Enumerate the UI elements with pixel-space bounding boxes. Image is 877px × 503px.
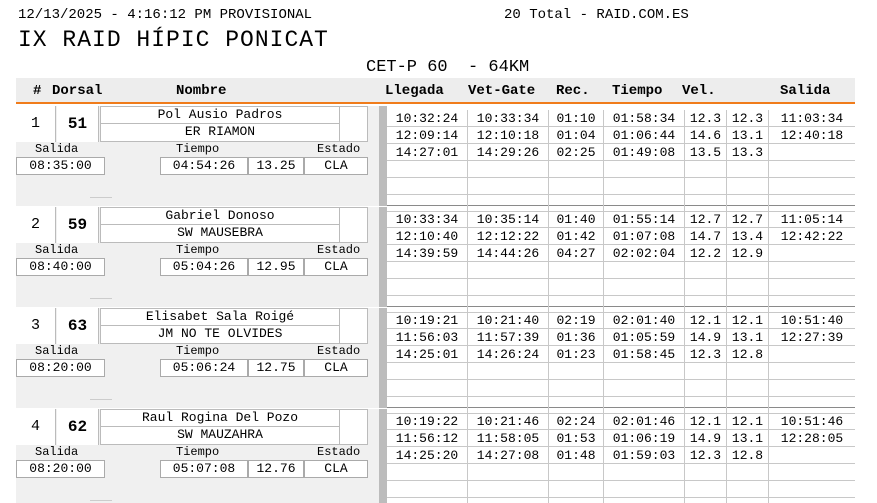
column-separator [379,207,387,307]
lap-cell: 01:59:03 [604,447,685,464]
empty-cell [685,380,727,397]
lap-row [387,447,855,464]
lap-cell: 10:51:40 [780,313,844,328]
rider-block [16,106,855,206]
col-header-salida: Salida [780,83,831,99]
lap-row [387,279,855,296]
tiempo-label: Tiempo [176,445,220,459]
empty-cell [387,464,468,481]
lap-cell: 13.1 [727,430,769,447]
lap-cell: 11:56:12 [387,430,468,447]
lap-cell: 02:01:40 [604,312,685,329]
lap-cell: 12.1 [727,413,769,430]
lap-row [387,228,855,245]
lap-row [387,498,855,503]
rider-blank-cell [340,308,368,344]
average-speed-value: 12.76 [248,460,304,478]
empty-cell [468,262,549,279]
lap-cell: 12.2 [685,245,727,262]
empty-cell [604,481,685,498]
empty-cell [604,498,685,503]
lap-cell: 01:53 [549,430,604,447]
rider-dorsal: 51 [57,106,99,142]
lap-cell: 01:58:34 [604,110,685,127]
lap-cell: 12:10:40 [387,228,468,245]
empty-cell [549,279,604,296]
empty-cell [685,279,727,296]
lap-cell: 12:42:22 [780,229,844,244]
lap-cell: 10:19:21 [387,312,468,329]
lap-cell: 01:04 [549,127,604,144]
tiempo-label: Tiempo [176,243,220,257]
underline-mark [90,197,112,198]
empty-cell [604,363,685,380]
empty-cell [387,498,468,503]
rider-dorsal: 62 [57,409,99,445]
lap-cell: 12.7 [727,211,769,228]
lap-cell: 12.9 [727,245,769,262]
lap-row [387,481,855,498]
empty-cell [468,178,549,195]
col-header-nombre: Nombre [176,83,227,99]
underline-mark [90,298,112,299]
lap-row [387,144,855,161]
rider-position: 1 [16,106,56,142]
empty-cell [468,161,549,178]
rider-block [16,308,855,408]
empty-cell [468,464,549,481]
empty-cell [387,262,468,279]
rider-position: 2 [16,207,56,243]
empty-cell [604,380,685,397]
empty-cell [727,380,769,397]
empty-cell [387,363,468,380]
total-time-value: 04:54:26 [160,157,248,175]
empty-cell [549,498,604,503]
salida-label: Salida [35,142,79,156]
lap-row [387,464,855,481]
empty-cell [549,481,604,498]
estado-label: Estado [317,344,361,358]
lap-cell: 14.9 [685,430,727,447]
lap-grid [387,207,855,307]
lap-cell: 11:58:05 [468,430,549,447]
lap-cell: 12:27:39 [780,330,844,345]
empty-cell [604,279,685,296]
report-datetime-status: 12/13/2025 - 4:16:12 PM PROVISIONAL [18,7,313,23]
average-speed-value: 12.95 [248,258,304,276]
estado-label: Estado [317,243,361,257]
report-total-site: 20 Total - RAID.COM.ES [504,7,689,23]
lap-cell: 14:25:20 [387,447,468,464]
lap-cell: 12:10:18 [468,127,549,144]
col-header-rec: Rec. [556,83,590,99]
lap-cell: 14:39:59 [387,245,468,262]
lap-row [387,413,855,430]
rider-block [16,409,855,503]
lap-cell: 10:32:24 [387,110,468,127]
rider-dorsal: 59 [57,207,99,243]
col-header-dorsal: Dorsal [52,83,103,99]
lap-cell: 13.5 [685,144,727,161]
lap-cell: 02:24 [549,413,604,430]
rider-dorsal: 63 [57,308,99,344]
empty-cell [468,481,549,498]
start-time-value: 08:20:00 [16,460,105,478]
lap-cell: 11:57:39 [468,329,549,346]
underline-mark [90,399,112,400]
empty-cell [685,262,727,279]
empty-cell [685,161,727,178]
empty-cell [549,464,604,481]
salida-label: Salida [35,344,79,358]
total-time-value: 05:07:08 [160,460,248,478]
empty-cell [727,464,769,481]
lap-cell: 11:03:34 [780,111,844,126]
lap-row [387,127,855,144]
lap-cell: 10:51:46 [780,414,844,429]
lap-grid [387,409,855,503]
total-time-value: 05:04:26 [160,258,248,276]
lap-cell: 12.3 [685,447,727,464]
empty-cell [727,178,769,195]
rider-name: Elisabet Sala Roigé [100,308,340,326]
lap-cell: 01:10 [549,110,604,127]
lap-cell: 01:42 [549,228,604,245]
lap-row [387,110,855,127]
empty-cell [468,380,549,397]
lap-cell: 11:56:03 [387,329,468,346]
lap-cell: 12:09:14 [387,127,468,144]
lap-cell: 14:29:26 [468,144,549,161]
empty-cell [727,161,769,178]
lap-cell [769,144,855,161]
empty-cell [727,363,769,380]
column-separator [379,409,387,503]
empty-cell [685,363,727,380]
empty-cell [387,279,468,296]
lap-cell: 12.1 [685,413,727,430]
lap-row [387,178,855,195]
lap-cell: 12.3 [685,346,727,363]
empty-cell [549,178,604,195]
lap-cell: 01:40 [549,211,604,228]
empty-cell [549,262,604,279]
lap-row [387,245,855,262]
lap-cell: 12.1 [727,312,769,329]
empty-cell [769,178,855,195]
empty-cell [727,279,769,296]
col-header-vel: Vel. [682,83,716,99]
rider-info-panel [16,207,379,307]
col-header-num: # [33,83,42,99]
lap-cell: 01:06:19 [604,430,685,447]
start-time-value: 08:35:00 [16,157,105,175]
col-header-vetgate: Vet-Gate [468,83,536,99]
lap-cell: 12:12:22 [468,228,549,245]
lap-cell: 01:36 [549,329,604,346]
lap-row [387,161,855,178]
rider-name: Pol Ausio Padros [100,106,340,124]
rider-blank-cell [340,106,368,142]
lap-cell: 14:26:24 [468,346,549,363]
lap-cell: 10:21:46 [468,413,549,430]
lap-cell: 10:21:40 [468,312,549,329]
rider-block [16,207,855,307]
lap-grid [387,106,855,206]
empty-cell [727,262,769,279]
empty-cell [387,481,468,498]
empty-cell [769,380,855,397]
lap-cell: 01:05:59 [604,329,685,346]
lap-grid [387,308,855,408]
lap-row [387,363,855,380]
rider-name: Gabriel Donoso [100,207,340,225]
lap-cell: 10:33:34 [387,211,468,228]
rider-blank-cell [340,409,368,445]
lap-cell: 01:07:08 [604,228,685,245]
lap-row [387,312,855,329]
lap-row [387,430,855,447]
lap-cell: 14:44:26 [468,245,549,262]
lap-cell: 02:01:46 [604,413,685,430]
lap-cell: 14.6 [685,127,727,144]
status-value: CLA [304,258,368,276]
total-time-value: 05:06:24 [160,359,248,377]
rider-info-panel [16,106,379,206]
lap-cell: 12:40:18 [780,128,844,143]
empty-cell [769,481,855,498]
rider-position: 3 [16,308,56,344]
lap-row [387,211,855,228]
rider-info-panel [16,308,379,408]
empty-cell [727,481,769,498]
lap-cell: 01:55:14 [604,211,685,228]
empty-cell [549,161,604,178]
empty-cell [685,178,727,195]
lap-cell: 13.1 [727,329,769,346]
status-value: CLA [304,460,368,478]
lap-cell: 12.8 [727,447,769,464]
lap-cell: 12.3 [685,110,727,127]
horse-name: JM NO TE OLVIDES [100,326,340,344]
salida-label: Salida [35,243,79,257]
horse-name: SW MAUZAHRA [100,427,340,445]
rider-name: Raul Rogina Del Pozo [100,409,340,427]
estado-label: Estado [317,142,361,156]
rider-info-panel [16,409,379,503]
lap-cell: 01:48 [549,447,604,464]
empty-cell [387,161,468,178]
lap-cell: 13.4 [727,228,769,245]
lap-cell: 02:19 [549,312,604,329]
empty-cell [769,262,855,279]
lap-cell: 12.7 [685,211,727,228]
salida-label: Salida [35,445,79,459]
lap-cell [769,245,855,262]
lap-cell: 01:49:08 [604,144,685,161]
column-separator [379,308,387,408]
col-header-llegada: Llegada [385,83,444,99]
empty-cell [387,380,468,397]
lap-row [387,346,855,363]
rider-position: 4 [16,409,56,445]
lap-cell: 14:27:01 [387,144,468,161]
empty-cell [468,363,549,380]
empty-cell [685,498,727,503]
estado-label: Estado [317,445,361,459]
empty-cell [468,498,549,503]
empty-cell [685,481,727,498]
empty-cell [549,380,604,397]
lap-cell: 02:25 [549,144,604,161]
lap-cell: 01:06:44 [604,127,685,144]
lap-row [387,262,855,279]
lap-cell: 14.7 [685,228,727,245]
status-value: CLA [304,157,368,175]
empty-cell [769,279,855,296]
col-header-tiempo: Tiempo [612,83,663,99]
lap-cell: 04:27 [549,245,604,262]
lap-cell: 10:33:34 [468,110,549,127]
lap-cell: 10:19:22 [387,413,468,430]
lap-cell [769,447,855,464]
tiempo-label: Tiempo [176,142,220,156]
category-title: CET-P 60 - 64KM [366,58,530,77]
empty-cell [604,161,685,178]
lap-cell: 12.3 [727,110,769,127]
status-value: CLA [304,359,368,377]
lap-cell: 14.9 [685,329,727,346]
lap-cell: 10:35:14 [468,211,549,228]
lap-cell: 01:58:45 [604,346,685,363]
horse-name: ER RIAMON [100,124,340,142]
lap-cell: 12:28:05 [780,431,844,446]
empty-cell [685,464,727,481]
start-time-value: 08:20:00 [16,359,105,377]
empty-cell [387,178,468,195]
horse-name: SW MAUSEBRA [100,225,340,243]
lap-row [387,380,855,397]
underline-mark [90,500,112,501]
empty-cell [549,363,604,380]
results-table-header [16,78,855,104]
lap-cell: 13.1 [727,127,769,144]
lap-cell: 02:02:04 [604,245,685,262]
empty-cell [727,498,769,503]
lap-cell: 14:27:08 [468,447,549,464]
empty-cell [769,464,855,481]
lap-cell: 01:23 [549,346,604,363]
start-time-value: 08:40:00 [16,258,105,276]
lap-cell: 13.3 [727,144,769,161]
lap-cell: 14:25:01 [387,346,468,363]
empty-cell [769,498,855,503]
empty-cell [604,262,685,279]
lap-cell: 12.1 [685,312,727,329]
empty-cell [769,363,855,380]
empty-cell [468,279,549,296]
average-speed-value: 12.75 [248,359,304,377]
lap-cell: 11:05:14 [780,212,844,227]
lap-cell [769,346,855,363]
column-separator [379,106,387,206]
average-speed-value: 13.25 [248,157,304,175]
empty-cell [604,178,685,195]
event-title: IX RAID HÍPIC PONICAT [18,27,329,53]
empty-cell [604,464,685,481]
tiempo-label: Tiempo [176,344,220,358]
empty-cell [769,161,855,178]
rider-blank-cell [340,207,368,243]
lap-cell: 12.8 [727,346,769,363]
lap-row [387,329,855,346]
